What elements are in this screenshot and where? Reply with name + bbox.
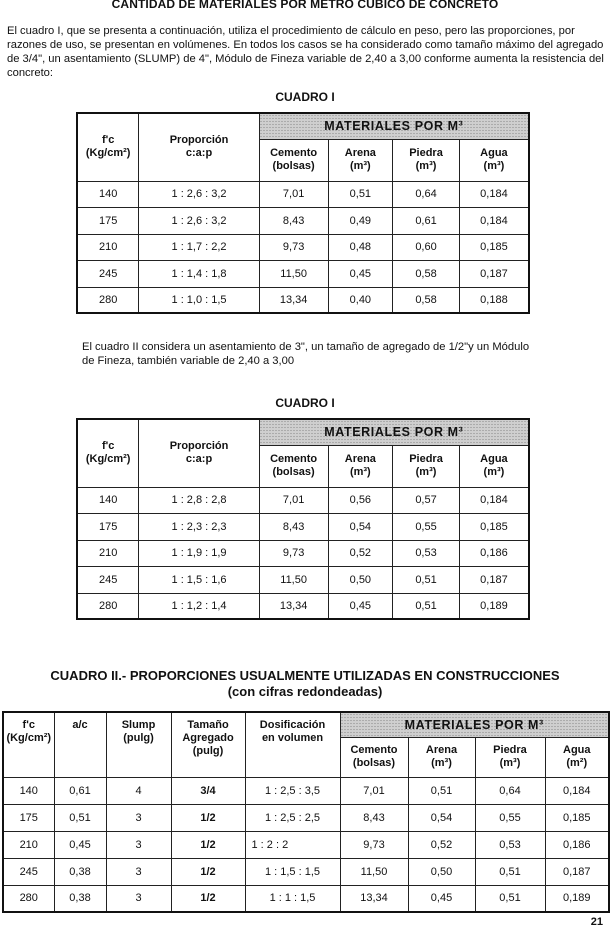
cell-arena: 0,45 bbox=[408, 885, 475, 912]
cell-ac: 0,38 bbox=[54, 858, 106, 885]
cell-arena: 0,54 bbox=[408, 804, 475, 831]
header-agua-label: Agua (m³) bbox=[480, 453, 508, 478]
cell-fc: 245 bbox=[77, 260, 139, 287]
cell-piedra: 0,57 bbox=[393, 487, 460, 513]
table-row bbox=[3, 885, 609, 912]
cell-cemento: 9,73 bbox=[259, 234, 328, 260]
cell-agua: 0,186 bbox=[545, 831, 609, 858]
cell-piedra: 0,53 bbox=[393, 540, 460, 566]
header-ac bbox=[54, 712, 106, 777]
cell-proporcion: 1 : 2,3 : 2,3 bbox=[139, 513, 259, 540]
cell-fc: 140 bbox=[77, 487, 139, 513]
cell-proporcion: 1 : 1,2 : 1,4 bbox=[139, 593, 259, 619]
table-row bbox=[3, 831, 609, 858]
cell-slump: 3 bbox=[106, 831, 171, 858]
cell-piedra: 0,58 bbox=[393, 287, 460, 313]
header-materiales bbox=[259, 419, 529, 445]
cell-arena: 0,45 bbox=[328, 260, 393, 287]
table-row bbox=[77, 593, 529, 619]
cell-cemento: 9,73 bbox=[259, 540, 328, 566]
cell-cemento: 11,50 bbox=[259, 260, 328, 287]
cell-piedra: 0,51 bbox=[475, 858, 545, 885]
header-arena-label: Arena (m³) bbox=[344, 453, 376, 478]
cell-arena: 0,51 bbox=[408, 777, 475, 804]
cell-dosificacion: 1 : 1 : 1,5 bbox=[245, 885, 340, 912]
cell-cemento: 8,43 bbox=[340, 804, 408, 831]
header-arena-label: Arena (m³) bbox=[344, 147, 376, 172]
cuadro-ii-paragraph: El cuadro II considera un asentamiento de 3", un tamaño de agregado de 1/2"y un Módulo de Fineza, también variable de 2,40 a 3,00 bbox=[82, 341, 530, 367]
cell-cemento: 13,34 bbox=[259, 287, 328, 313]
header-cemento-label: Cemento (bolsas) bbox=[270, 453, 318, 478]
header-cemento-label: Cemento (bolsas) bbox=[350, 744, 398, 769]
header-materiales bbox=[259, 113, 529, 139]
cell-piedra: 0,61 bbox=[393, 207, 460, 234]
cell-cemento: 13,34 bbox=[259, 593, 328, 619]
cell-cemento: 8,43 bbox=[259, 513, 328, 540]
header-fc bbox=[77, 113, 139, 181]
cell-slump: 3 bbox=[106, 858, 171, 885]
header-materiales-label: MATERIALES POR M³ bbox=[324, 425, 464, 440]
cell-agua: 0,185 bbox=[459, 234, 529, 260]
cell-agua: 0,189 bbox=[459, 593, 529, 619]
cell-fc: 280 bbox=[77, 593, 139, 619]
cell-piedra: 0,60 bbox=[393, 234, 460, 260]
header-tamano-label: Tamaño Agregado (pulg) bbox=[182, 719, 234, 757]
table-row bbox=[3, 858, 609, 885]
cell-ac: 0,45 bbox=[54, 831, 106, 858]
header-fc bbox=[3, 712, 54, 777]
cell-agua: 0,184 bbox=[545, 777, 609, 804]
header-piedra-label: Piedra (m³) bbox=[493, 744, 527, 769]
cell-piedra: 0,55 bbox=[393, 513, 460, 540]
header-ac-label: a/c bbox=[72, 719, 88, 731]
cell-fc: 175 bbox=[77, 513, 139, 540]
cell-piedra: 0,51 bbox=[393, 593, 460, 619]
cell-cemento: 7,01 bbox=[259, 181, 328, 207]
table-1 bbox=[76, 112, 530, 314]
header-piedra-label: Piedra (m³) bbox=[409, 147, 443, 172]
cell-dosificacion: 1 : 2,5 : 3,5 bbox=[245, 777, 340, 804]
cell-arena: 0,45 bbox=[328, 593, 393, 619]
cell-proporcion: 1 : 2,8 : 2,8 bbox=[139, 487, 259, 513]
header-agua bbox=[459, 445, 529, 487]
table-row bbox=[77, 513, 529, 540]
header-piedra bbox=[475, 737, 545, 777]
cell-agua: 0,184 bbox=[459, 207, 529, 234]
table-row bbox=[3, 804, 609, 831]
cell-ac: 0,61 bbox=[54, 777, 106, 804]
header-fc-label: f'c (Kg/cm²) bbox=[6, 719, 52, 744]
cell-fc: 280 bbox=[3, 885, 54, 912]
header-proporcion bbox=[139, 419, 259, 487]
table-row bbox=[77, 487, 529, 513]
cell-arena: 0,48 bbox=[328, 234, 393, 260]
header-proporcion-label: Proporción c:a:p bbox=[169, 440, 229, 466]
cell-fc: 245 bbox=[77, 566, 139, 593]
table-row bbox=[77, 207, 529, 234]
cell-tamano: 1/2 bbox=[171, 858, 245, 885]
table-2 bbox=[76, 418, 530, 620]
cell-piedra: 0,64 bbox=[475, 777, 545, 804]
cell-ac: 0,51 bbox=[54, 804, 106, 831]
table-row bbox=[77, 287, 529, 313]
header-cemento bbox=[259, 139, 328, 181]
cell-agua: 0,185 bbox=[459, 513, 529, 540]
cell-fc: 175 bbox=[77, 207, 139, 234]
cell-dosificacion: 1 : 2 : 2 bbox=[245, 831, 340, 858]
cell-piedra: 0,64 bbox=[393, 181, 460, 207]
header-materiales-label: MATERIALES POR M³ bbox=[404, 717, 544, 732]
cell-cemento: 11,50 bbox=[340, 858, 408, 885]
header-arena-label: Arena (m³) bbox=[425, 744, 458, 769]
cell-proporcion: 1 : 2,6 : 3,2 bbox=[139, 181, 259, 207]
cell-fc: 210 bbox=[77, 540, 139, 566]
header-tamano bbox=[171, 712, 245, 777]
header-arena bbox=[328, 139, 393, 181]
header-materiales bbox=[340, 712, 609, 737]
cell-arena: 0,49 bbox=[328, 207, 393, 234]
cell-agua: 0,188 bbox=[459, 287, 529, 313]
cell-tamano: 1/2 bbox=[171, 831, 245, 858]
table-row bbox=[77, 566, 529, 593]
table-1-caption: CUADRO I bbox=[275, 90, 335, 104]
cell-arena: 0,50 bbox=[408, 858, 475, 885]
cell-arena: 0,52 bbox=[408, 831, 475, 858]
cell-arena: 0,40 bbox=[328, 287, 393, 313]
header-materiales-label: MATERIALES POR M³ bbox=[324, 119, 464, 134]
header-agua-label: Agua (m²) bbox=[563, 744, 591, 769]
header-piedra-label: Piedra (m³) bbox=[409, 453, 443, 478]
header-dosificacion-label: Dosificación en volumen bbox=[259, 719, 326, 744]
cell-arena: 0,50 bbox=[328, 566, 393, 593]
cell-proporcion: 1 : 1,5 : 1,6 bbox=[139, 566, 259, 593]
cell-piedra: 0,51 bbox=[393, 566, 460, 593]
cell-proporcion: 1 : 1,9 : 1,9 bbox=[139, 540, 259, 566]
header-slump bbox=[106, 712, 171, 777]
page-title: CANTIDAD DE MATERIALES POR METRO CUBICO DE CONCRETO bbox=[111, 0, 499, 11]
cell-cemento: 11,50 bbox=[259, 566, 328, 593]
header-cemento bbox=[259, 445, 328, 487]
cell-agua: 0,184 bbox=[459, 181, 529, 207]
table-2-caption: CUADRO I bbox=[275, 396, 335, 410]
cell-tamano: 3/4 bbox=[171, 777, 245, 804]
header-cemento-label: Cemento (bolsas) bbox=[270, 147, 318, 172]
cell-fc: 140 bbox=[3, 777, 54, 804]
cell-agua: 0,185 bbox=[545, 804, 609, 831]
cell-cemento: 7,01 bbox=[340, 777, 408, 804]
cell-arena: 0,54 bbox=[328, 513, 393, 540]
cell-cemento: 7,01 bbox=[259, 487, 328, 513]
cell-ac: 0,38 bbox=[54, 885, 106, 912]
table-row bbox=[77, 540, 529, 566]
cell-slump: 4 bbox=[106, 777, 171, 804]
page-number: 21 bbox=[590, 916, 603, 928]
table-3-subcaption: (con cifras redondeadas) bbox=[227, 684, 383, 699]
cell-proporcion: 1 : 1,4 : 1,8 bbox=[139, 260, 259, 287]
header-fc-label: f'c (Kg/cm²) bbox=[85, 440, 131, 466]
cell-tamano: 1/2 bbox=[171, 885, 245, 912]
cell-agua: 0,187 bbox=[545, 858, 609, 885]
header-dosificacion bbox=[245, 712, 340, 777]
cell-agua: 0,189 bbox=[545, 885, 609, 912]
cell-dosificacion: 1 : 2,5 : 2,5 bbox=[245, 804, 340, 831]
table-row bbox=[77, 260, 529, 287]
cell-piedra: 0,55 bbox=[475, 804, 545, 831]
header-arena bbox=[328, 445, 393, 487]
header-slump-label: Slump (pulg) bbox=[121, 719, 156, 744]
header-fc bbox=[77, 419, 139, 487]
table-3 bbox=[2, 711, 610, 913]
cell-tamano: 1/2 bbox=[171, 804, 245, 831]
cell-fc: 140 bbox=[77, 181, 139, 207]
header-agua bbox=[459, 139, 529, 181]
cell-cemento: 9,73 bbox=[340, 831, 408, 858]
cell-slump: 3 bbox=[106, 804, 171, 831]
cell-fc: 280 bbox=[77, 287, 139, 313]
cell-piedra: 0,51 bbox=[475, 885, 545, 912]
cell-piedra: 0,58 bbox=[393, 260, 460, 287]
cell-arena: 0,52 bbox=[328, 540, 393, 566]
cell-fc: 210 bbox=[77, 234, 139, 260]
cell-proporcion: 1 : 1,7 : 2,2 bbox=[139, 234, 259, 260]
table-row bbox=[3, 777, 609, 804]
intro-paragraph: El cuadro I, que se presenta a continuación, utiliza el procedimiento de cálculo en peso, pero las proporciones, por razones de uso, se presentan en volúmenes. En todos los casos se ha considerado como tamaño máximo del agregado de 3/4", un asentamiento (SLUMP) de 4", Módulo de Fineza variable de 2,40 a 3,00 conforme aumenta la resistencia del concreto: bbox=[7, 25, 604, 79]
cell-agua: 0,184 bbox=[459, 487, 529, 513]
table-3-caption: CUADRO II.- PROPORCIONES USUALMENTE UTILIZADAS EN CONSTRUCCIONES bbox=[50, 668, 560, 683]
cell-piedra: 0,53 bbox=[475, 831, 545, 858]
cell-fc: 175 bbox=[3, 804, 54, 831]
cell-agua: 0,187 bbox=[459, 566, 529, 593]
cell-agua: 0,186 bbox=[459, 540, 529, 566]
header-cemento bbox=[340, 737, 408, 777]
header-proporcion-label: Proporción c:a:p bbox=[169, 134, 229, 160]
header-piedra bbox=[393, 445, 460, 487]
header-agua-label: Agua (m³) bbox=[480, 147, 508, 172]
table-row bbox=[77, 181, 529, 207]
header-proporcion bbox=[139, 113, 259, 181]
cell-cemento: 8,43 bbox=[259, 207, 328, 234]
cell-proporcion: 1 : 2,6 : 3,2 bbox=[139, 207, 259, 234]
cell-dosificacion: 1 : 1,5 : 1,5 bbox=[245, 858, 340, 885]
cell-arena: 0,56 bbox=[328, 487, 393, 513]
cell-cemento: 13,34 bbox=[340, 885, 408, 912]
cell-arena: 0,51 bbox=[328, 181, 393, 207]
header-agua bbox=[545, 737, 609, 777]
table-row bbox=[77, 234, 529, 260]
cell-fc: 245 bbox=[3, 858, 54, 885]
cell-agua: 0,187 bbox=[459, 260, 529, 287]
header-arena bbox=[408, 737, 475, 777]
header-fc-label: f'c (Kg/cm²) bbox=[85, 134, 131, 160]
cell-proporcion: 1 : 1,0 : 1,5 bbox=[139, 287, 259, 313]
cell-slump: 3 bbox=[106, 885, 171, 912]
cell-fc: 210 bbox=[3, 831, 54, 858]
header-piedra bbox=[393, 139, 460, 181]
